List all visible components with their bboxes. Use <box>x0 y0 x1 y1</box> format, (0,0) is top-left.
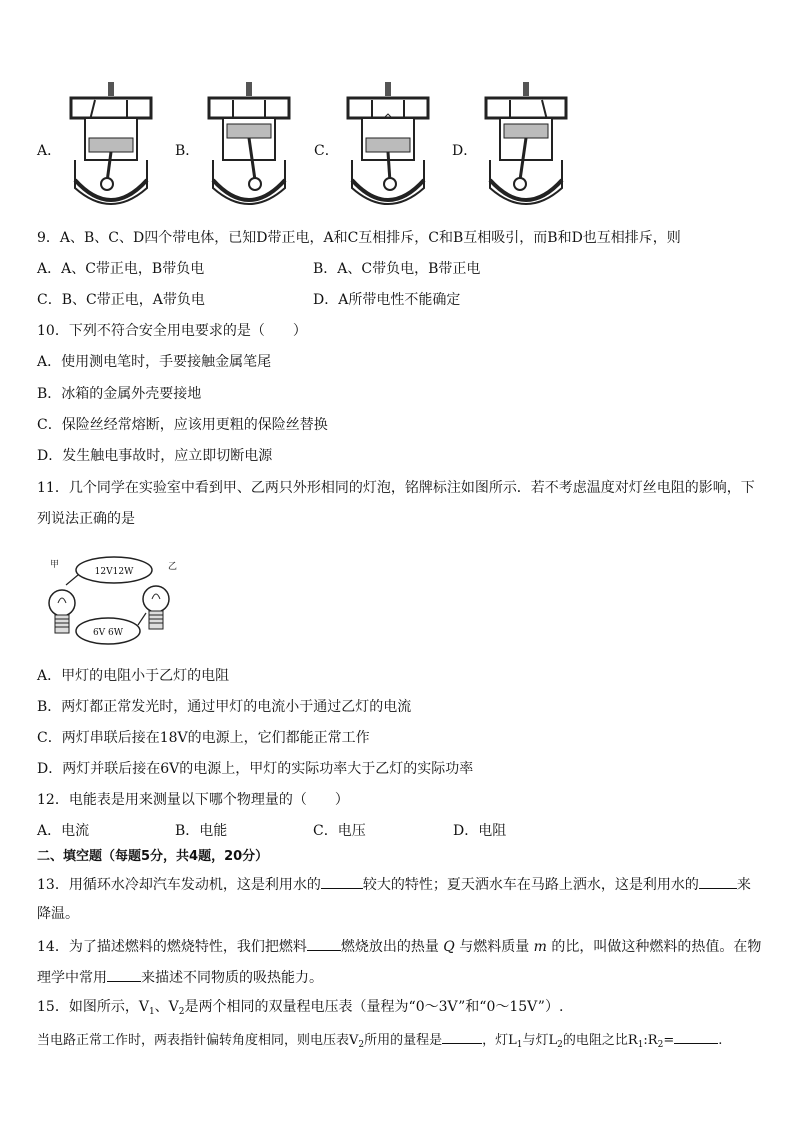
q15-text-9: :R <box>643 1033 658 1048</box>
q12-option-a[interactable]: A．电流 <box>37 823 90 839</box>
q15-sub-4: 1 <box>516 1040 523 1050</box>
q10-option-b[interactable]: B．冰箱的金属外壳要接地 <box>37 386 202 402</box>
q14-blank-2[interactable] <box>107 967 141 982</box>
q14-text-6: 来描述不同物质的吸热能力。 <box>141 970 323 986</box>
engine-power-stroke-icon <box>338 80 438 215</box>
lamp2-rating: 6V 6W <box>92 628 124 638</box>
lamp2-name: 乙 <box>168 562 178 572</box>
q15-sub-1: 1 <box>148 1007 155 1017</box>
q8-option-c[interactable] <box>314 80 444 215</box>
q8-option-d-label: D． <box>452 143 478 159</box>
q14-blank-1[interactable] <box>307 936 341 951</box>
q9-option-c[interactable]: C．B、C带正电，A带负电 <box>37 292 205 308</box>
lamp1-name: 甲 <box>50 560 60 570</box>
q15-sub-3: 2 <box>358 1040 365 1050</box>
q13-text-3: 来 <box>736 877 751 893</box>
q9-option-b[interactable]: B．A、C带负电，B带正电 <box>313 261 481 277</box>
q11-option-b[interactable]: B．两灯都正常发光时，通过甲灯的电流小于通过乙灯的电流 <box>37 699 412 715</box>
q13-text-1: 13．用循环水冷却汽车发动机，这是利用水的 <box>37 877 321 893</box>
q13-blank-1[interactable] <box>321 874 363 889</box>
q8-option-b-label: B． <box>175 143 200 159</box>
q11-stem-line1: 11．几个同学在实验室中看到甲、乙两只外形相同的灯泡，铭牌标注如图所示．若不考虑温度对灯丝电阻的影响，下 <box>37 480 755 496</box>
engine-intake-stroke-icon <box>61 80 161 215</box>
q14-var-m: m <box>533 939 547 955</box>
q12-option-b[interactable]: B．电能 <box>175 823 228 839</box>
q13-line2: 降温。 <box>37 906 79 922</box>
q12-option-c[interactable]: C．电压 <box>313 823 366 839</box>
lamp1-rating: 12V12W <box>94 567 134 577</box>
q8-option-c-label: C． <box>314 143 339 159</box>
q15-blank-1[interactable] <box>442 1029 482 1044</box>
q14-text-1: 14．为了描述燃料的燃烧特性，我们把燃料 <box>37 939 307 955</box>
q11-option-c[interactable]: C．两灯串联后接在18V的电源上，它们都能正常工作 <box>37 730 370 746</box>
q8-option-b[interactable] <box>175 80 305 215</box>
engine-compression-stroke-icon <box>199 80 299 215</box>
q8-option-a[interactable] <box>37 80 167 215</box>
q8-option-a-label: A． <box>37 143 62 159</box>
q14-text-5: 理学中常用 <box>37 970 107 986</box>
light-bulbs-icon <box>42 555 182 655</box>
q13-blank-2[interactable] <box>699 874 737 889</box>
q15-text-8: 的电阻之比R <box>562 1033 638 1048</box>
q15-sub-6: 1 <box>637 1040 644 1050</box>
engine-exhaust-stroke-icon <box>476 80 576 215</box>
q15-line1 <box>37 998 563 1021</box>
q8-option-d[interactable] <box>452 80 582 215</box>
q15-blank-2[interactable] <box>674 1029 718 1044</box>
q15-text-3: 是两个相同的双量程电压表（量程为“0～3V”和“0～15V”）. <box>184 999 564 1015</box>
q15-text-2: 、V <box>154 999 179 1015</box>
q14-text-2: 燃烧放出的热量 <box>340 939 444 955</box>
q15-sub-5: 2 <box>557 1040 563 1050</box>
q15-sub-7: 2 <box>657 1040 664 1050</box>
q11-stem-line2: 列说法正确的是 <box>37 511 135 527</box>
q15-text-6: ，灯L <box>482 1033 517 1048</box>
q10-option-d[interactable]: D．发生触电事故时，应立即切断电源 <box>37 448 273 464</box>
q15-sub-2: 2 <box>178 1007 185 1017</box>
q15-text-4: 当电路正常工作时，两表指针偏转角度相同，则电压表V <box>37 1033 359 1048</box>
q15-line2 <box>37 1029 722 1054</box>
q9-stem: 9．A、B、C、D四个带电体，已知D带正电，A和C互相排斥，C和B互相吸引，而B和D也互相排斥，则 <box>37 230 681 246</box>
q14-text-3: 与燃料质量 <box>454 939 534 955</box>
q9-option-a[interactable]: A．A、C带正电，B带负电 <box>37 261 205 277</box>
q10-stem: 10．下列不符合安全用电要求的是（ ） <box>37 323 307 339</box>
q10-option-c[interactable]: C．保险丝经常熔断，应该用更粗的保险丝替换 <box>37 417 328 433</box>
q14-var-q: Q <box>443 939 455 955</box>
q14-line1 <box>37 936 761 956</box>
q14-line2 <box>37 967 323 987</box>
section-2-title: 二、填空题（每题5分，共4题，20分） <box>37 849 269 864</box>
q15-text-10: = <box>663 1033 675 1048</box>
q11-option-d[interactable]: D．两灯并联后接在6V的电源上，甲灯的实际功率大于乙灯的实际功率 <box>37 761 474 777</box>
q12-stem: 12．电能表是用来测量以下哪个物理量的（ ） <box>37 792 349 808</box>
q15-text-1: 15．如图所示，V <box>37 999 149 1015</box>
q15-text-7: 与灯L <box>522 1033 558 1048</box>
q13-text-2: 较大的特性；夏天洒水车在马路上洒水，这是利用水的 <box>362 877 699 893</box>
q15-text-11: . <box>718 1033 723 1048</box>
q12-option-d[interactable]: D．电阻 <box>453 823 507 839</box>
q13-line1 <box>37 874 751 894</box>
q9-option-d[interactable]: D．A所带电性不能确定 <box>313 292 461 308</box>
q14-text-4: 的比，叫做这种燃料的热值。在物 <box>546 939 762 955</box>
q8-engine-figures <box>37 80 597 215</box>
q11-bulb-figure <box>42 555 182 655</box>
q11-option-a[interactable]: A．甲灯的电阻小于乙灯的电阻 <box>37 668 230 684</box>
q15-text-5: 所用的量程是 <box>364 1033 443 1048</box>
q10-option-a[interactable]: A．使用测电笔时，手要接触金属笔尾 <box>37 354 272 370</box>
